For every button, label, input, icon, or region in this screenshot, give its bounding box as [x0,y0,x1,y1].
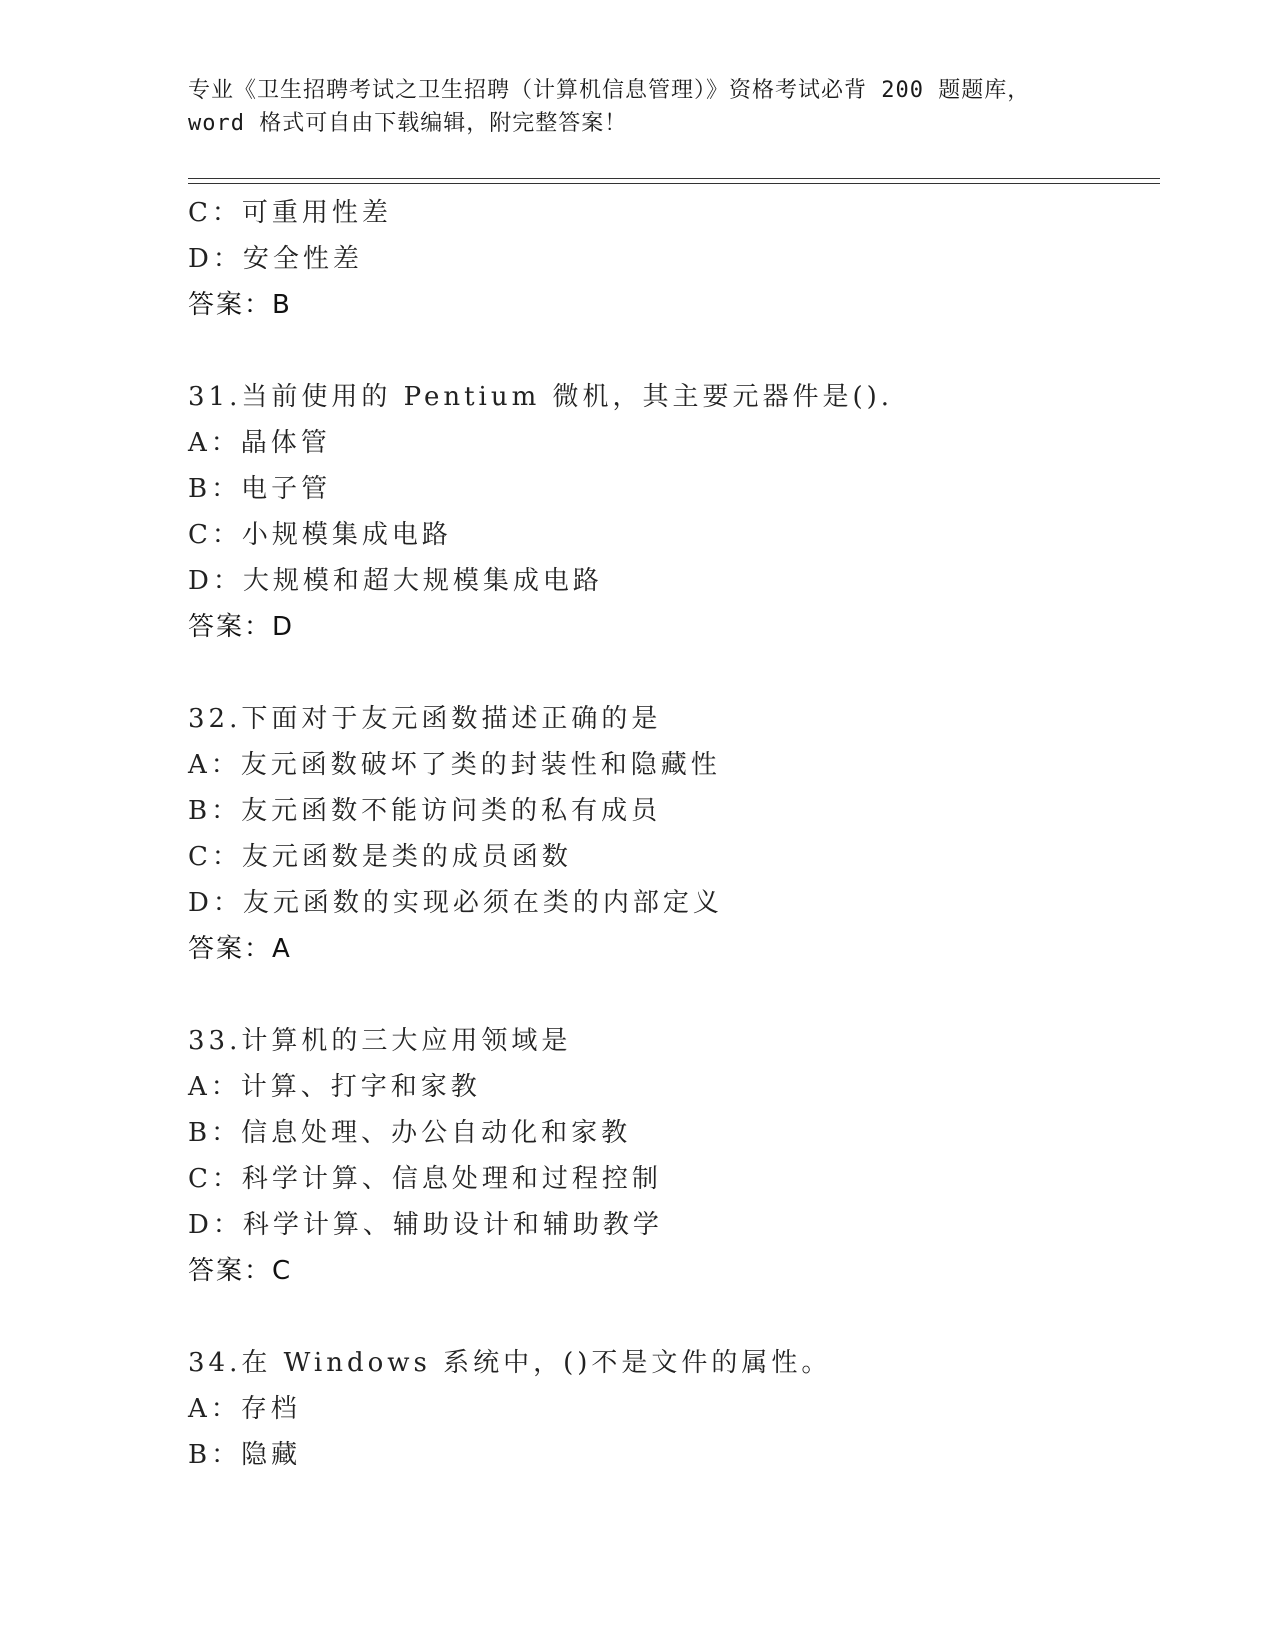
option-d: D：安全性差 [188,244,363,274]
option-a: A：计算、打字和家教 [188,1072,481,1102]
option-a: A：友元函数破坏了类的封装性和隐藏性 [188,750,721,780]
option-b: B：信息处理、办公自动化和家教 [188,1118,632,1148]
question-34 [188,1340,1148,1478]
option-a: A：存档 [188,1394,301,1424]
option-b: B：电子管 [188,474,332,504]
option-c: C：小规模集成电路 [188,520,452,550]
question-stem: 31.当前使用的 Pentium 微机，其主要元器件是(). [188,382,894,412]
spacer [188,1294,1148,1340]
question-stem: 34.在 Windows 系统中，()不是文件的属性。 [188,1348,832,1378]
question-list [188,190,1148,1478]
question-stem: 32.下面对于友元函数描述正确的是 [188,704,662,734]
spacer [188,972,1148,1018]
question-31 [188,374,1148,650]
header-title-line-1: 专业《卫生招聘考试之卫生招聘（计算机信息管理）》资格考试必背 200 题题库， [188,78,1031,103]
question-stem: 33.计算机的三大应用领域是 [188,1026,572,1056]
option-c: C：友元函数是类的成员函数 [188,842,572,872]
spacer [188,328,1148,374]
document-header [188,74,1088,140]
option-b: B：友元函数不能访问类的私有成员 [188,796,662,826]
option-d: D：友元函数的实现必须在类的内部定义 [188,888,723,918]
spacer [188,650,1148,696]
answer-label: 答案：C [188,1256,293,1286]
option-a: A：晶体管 [188,428,331,458]
header-title-line-2: word 格式可自由下载编辑，附完整答案！ [188,111,628,136]
option-d: D：科学计算、辅助设计和辅助教学 [188,1210,663,1240]
answer-label: 答案：A [188,934,292,964]
answer-label: 答案：D [188,612,295,642]
question-32 [188,696,1148,972]
header-divider-bottom [188,183,1160,184]
header-divider-top [188,178,1160,179]
option-c: C：可重用性差 [188,198,392,228]
question-30-continued [188,190,1148,328]
question-33 [188,1018,1148,1294]
answer-label: 答案：B [188,290,292,320]
option-b: B：隐藏 [188,1440,302,1470]
option-c: C：科学计算、信息处理和过程控制 [188,1164,662,1194]
option-d: D：大规模和超大规模集成电路 [188,566,603,596]
